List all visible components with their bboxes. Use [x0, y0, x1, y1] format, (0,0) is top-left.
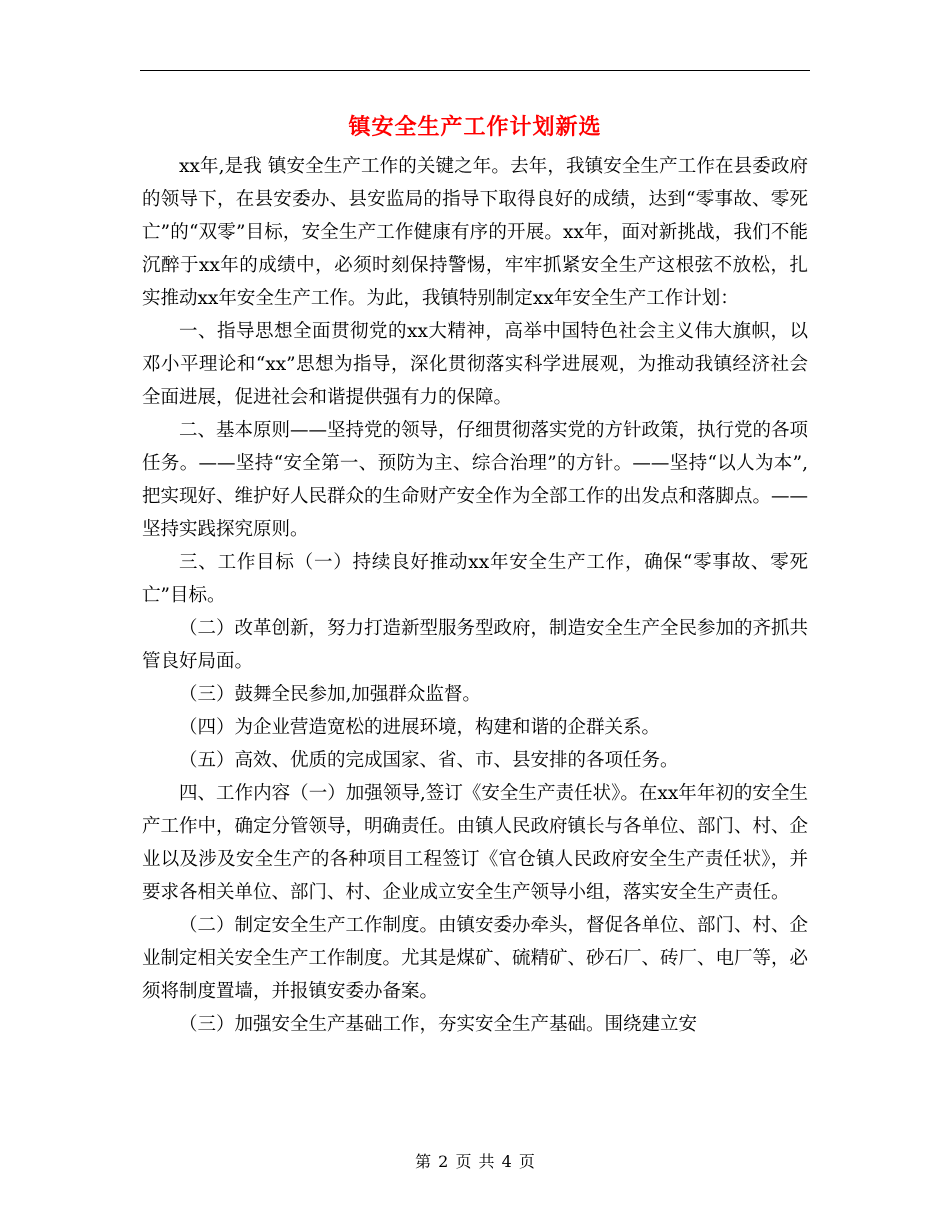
paragraph-goal-4: （四）为企业营造宽松的进展环境，构建和谐的企群关系。: [179, 717, 661, 738]
page-number-footer: 第 2 页 共 4 页: [415, 1152, 535, 1171]
paragraph-goal-5: （五）高效、优质的完成国家、省、市、县安排的各项任务。: [179, 750, 679, 771]
document-title: 镇安全生产工作计划新选: [348, 114, 602, 140]
paragraph-work-content-2: （二）制定安全生产工作制度。由镇安委办牵头，督促各单位、部门、村、企业制定相关安全生产工作制度。尤其是煤矿、硫精矿、砂石厂、砖厂、电厂等，必须将制度置墙，并报镇安委办备案。: [142, 915, 809, 1002]
paragraph-work-content-1: 四、工作内容（一）加强领导,签订《安全生产责任状》。在xx年年初的安全生产工作中，确定分管领导，明确责任。由镇人民政府镇长与各单位、部门、村、企业以及涉及安全生产的各种项目工程签订《官仓镇人民政府安全生产责任状》，并要求各相关单位、部门、村、企业成立安全生产领导小组，落实安全生产责任。: [142, 783, 809, 903]
paragraph-guiding-ideology: 一、指导思想全面贯彻党的xx大精神，高举中国特色社会主义伟大旗帜，以邓小平理论和“xx”思想为指导，深化贯彻落实科学进展观，为推动我镇经济社会全面进展，促进社会和谐提供强有力的保障。: [142, 321, 808, 408]
header-rule: [140, 70, 810, 71]
document-body: [142, 150, 808, 1041]
paragraph-intro: xx年,是我 镇安全生产工作的关键之年。去年，我镇安全生产工作在县委政府的领导下，在县安委办、县安监局的指导下取得良好的成绩，达到“零事故、零死亡”的“双零”目标，安全生产工作健康有序的开展。xx年，面对新挑战，我们不能沉醉于xx年的成绩中，必须时刻保持警惕，牢牢抓紧安全生产这根弦不放松，扎实推动xx年安全生产工作。为此，我镇特别制定xx年安全生产工作计划：: [142, 156, 808, 309]
paragraph-work-goals: 三、工作目标（一）持续良好推动xx年安全生产工作，确保“零事故、零死亡”目标。: [142, 552, 808, 606]
paragraph-goal-3: （三）鼓舞全民参加,加强群众监督。: [179, 684, 481, 705]
paragraph-work-content-3: （三）加强安全生产基础工作，夯实安全生产基础。围绕建立安: [179, 1014, 698, 1035]
paragraph-goal-2: （二）改革创新，努力打造新型服务型政府，制造安全生产全民参加的齐抓共管良好局面。: [142, 618, 809, 672]
paragraph-basic-principles: 二、基本原则——坚持党的领导，仔细贯彻落实党的方针政策，执行党的各项任务。——坚持“安全第一、预防为主、综合治理”的方针。——坚持“以人为本”,把实现好、维护好人民群众的生命财产安全作为全部工作的出发点和落脚点。——坚持实践探究原则。: [142, 420, 809, 540]
